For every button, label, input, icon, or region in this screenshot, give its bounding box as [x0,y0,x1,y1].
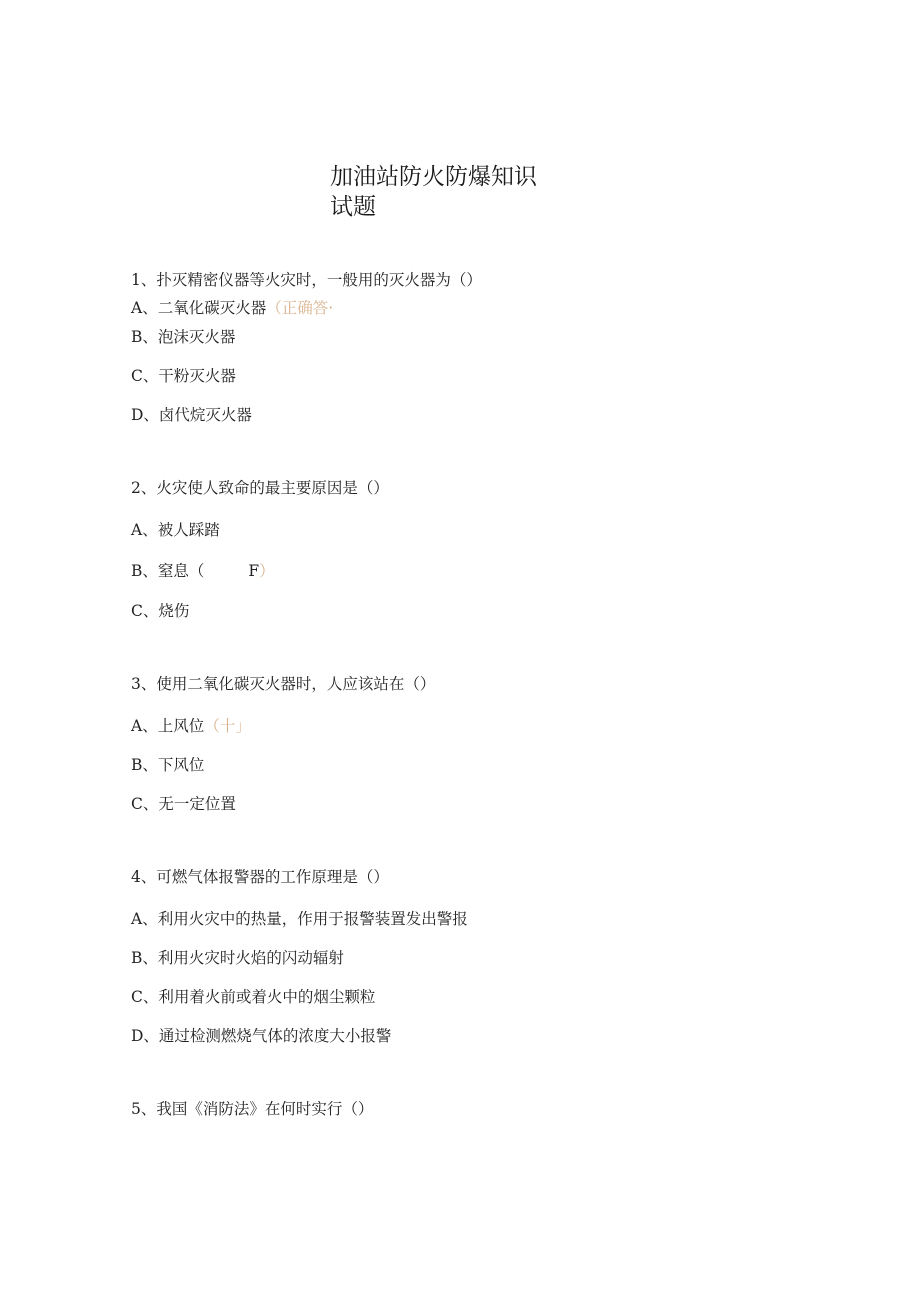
question-4-option-c: C、利用着火前或着火中的烟尘颗粒 [131,988,376,1006]
question-1-option-b: B、泡沫灭火器 [131,328,236,346]
answer-mark: ） [259,562,275,580]
question-1-option-a [131,298,333,318]
question-4-option-b: B、利用火灾时火焰的闪动辐射 [131,949,344,967]
question-3-option-c: C、无一定位置 [131,795,236,813]
title-line-1: 加油站防火防爆知识 [330,164,537,190]
question-4-stem: 4、可燃气体报警器的工作原理是（） [131,868,389,886]
question-2-option-a: A、被人踩踏 [131,521,220,539]
option-text: B、窒息（ [131,562,205,580]
answer-mark: （正确答· [266,299,334,317]
question-2-option-c: C、烧伤 [131,602,190,620]
question-5-stem: 5、我国《消防法》在何时实行（） [131,1100,374,1118]
question-1-option-c: C、干粉灭火器 [131,367,236,385]
question-3-stem: 3、使用二氧化碳灭火器时，人应该站在（） [131,675,436,693]
question-1-stem: 1、扑灭精密仪器等火灾时，一般用的灭火器为（） [131,271,482,289]
title-line-2: 试题 [330,194,376,220]
answer-mark: （十」 [204,717,251,735]
page-title [330,162,537,222]
question-3-option-a [131,716,251,736]
question-3-option-b: B、下风位 [131,756,205,774]
answer-letter: F [248,562,260,580]
question-4-option-a: A、利用火灾中的热量，作用于报警装置发出警报 [131,910,468,928]
question-1-option-d: D、卤代烷灭火器 [131,406,252,424]
question-2-option-b [131,561,275,581]
question-4-option-d: D、通过检测燃烧气体的浓度大小报警 [131,1027,392,1045]
option-text: A、上风位 [131,717,205,735]
question-2-stem: 2、火灾使人致命的最主要原因是（） [131,479,389,497]
option-text: A、二氧化碳灭火器 [131,299,267,317]
